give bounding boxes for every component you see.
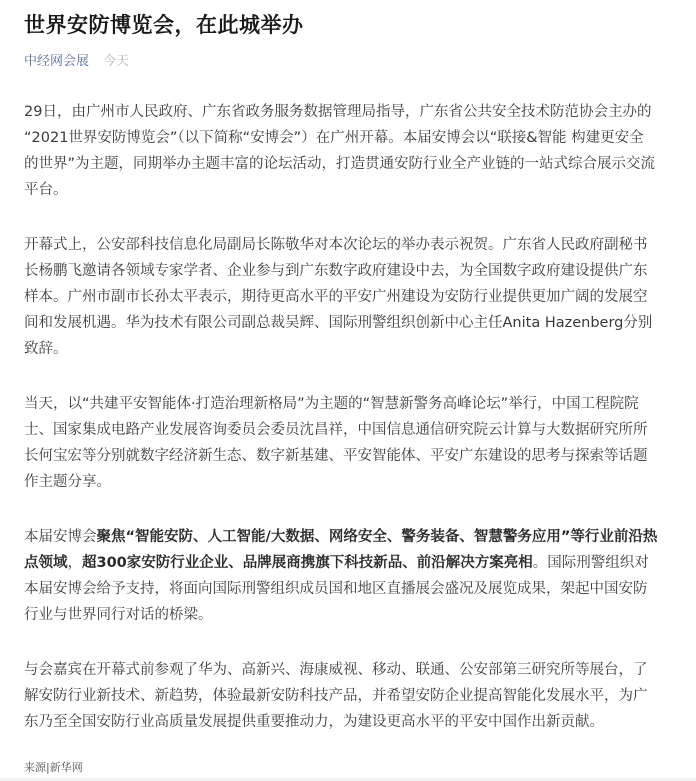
paragraph-text: 。国际刑警组织对 本届安博会给予支持，将面向国际刑警组织成员国和地区直播展会盛况及展览成果，架起中国安防 行业与世界同行对话的桥梁。 [24,555,649,623]
paragraph-text: 本届安博会 [24,529,97,545]
emphasis-text: 聚焦“智能安防、人工智能/大数据、网络安全、警务装备、智慧警务应用”等行业前沿热 点领域 [24,529,658,571]
paragraph-text: 29日，由广州市人民政府、广东省政务服务数据管理局指导，广东省公共安全技术防范协会主办的 “2021世界安防博览会”（以下简称“安博会”）在广州开幕。本届安博会以“联接&智能 构建更安全 的世界”为主题，同期举办主题丰富的论坛活动，打造贯通安防行业全产业链的一站式综合展示交流 平台。 [24,104,656,198]
article-title: 世界安防博览会，在此城举办 [24,13,304,37]
source-account-link[interactable]: 中经网会展 [24,54,90,69]
paragraph-text: 当天，以“共建平安智能体·打造治理新格局”为主题的“智慧新警务高峰论坛”举行，中国工程院院 士、国家集成电路产业发展咨询委员会委员沈昌祥，中国信息通信研究院云计算与大数据研究所所 长何宝宏等分别就数字经济新生态、数字新基建、平安智能体、平安广东建设的思考与探索等话题 作主题分享。 [24,396,648,490]
article-paragraph [24,99,672,203]
paragraph-text: 与会嘉宾在开幕式前参观了华为、高新兴、海康威视、移动、联通、公安部第三研究所等展台，了 解安防行业新技术、新趋势，体验最新安防科技产品，并希望安防企业提高智能化发展水平，为广 东乃至全国安防行业高质量发展提供重要推动力，为建设更高水平的平安中国作出新贡献。 [24,662,648,730]
footer-source: 来源|新华网 [24,761,83,774]
paragraph-text: ， [67,555,82,571]
article-paragraph [24,232,672,362]
article-body [24,99,672,735]
article-paragraph [24,524,672,628]
publish-date: 今天 [103,54,130,69]
paragraph-text: 开幕式上，公安部科技信息化局副局长陈敬华对本次论坛的举办表示祝贺。广东省人民政府副秘书 长杨鹏飞邀请各领域专家学者、企业参与到广东数字政府建设中去，为全国数字政府建设提供广东 样本。广州市副市长孙太平表示，期待更高水平的平安广州建设为安防行业提供更加广阔的发展空 间和发展机遇。华为技术有限公司副总裁吴辉、国际刑警组织创新中心主任Anita Hazenberg分别 致辞。 [24,237,653,357]
article-paragraph [24,657,672,735]
emphasis-text: 超300家安防行业企业、品牌展商携旗下科技新品、前沿解决方案亮相 [82,555,533,571]
article-meta [24,53,672,71]
article-paragraph [24,391,672,495]
